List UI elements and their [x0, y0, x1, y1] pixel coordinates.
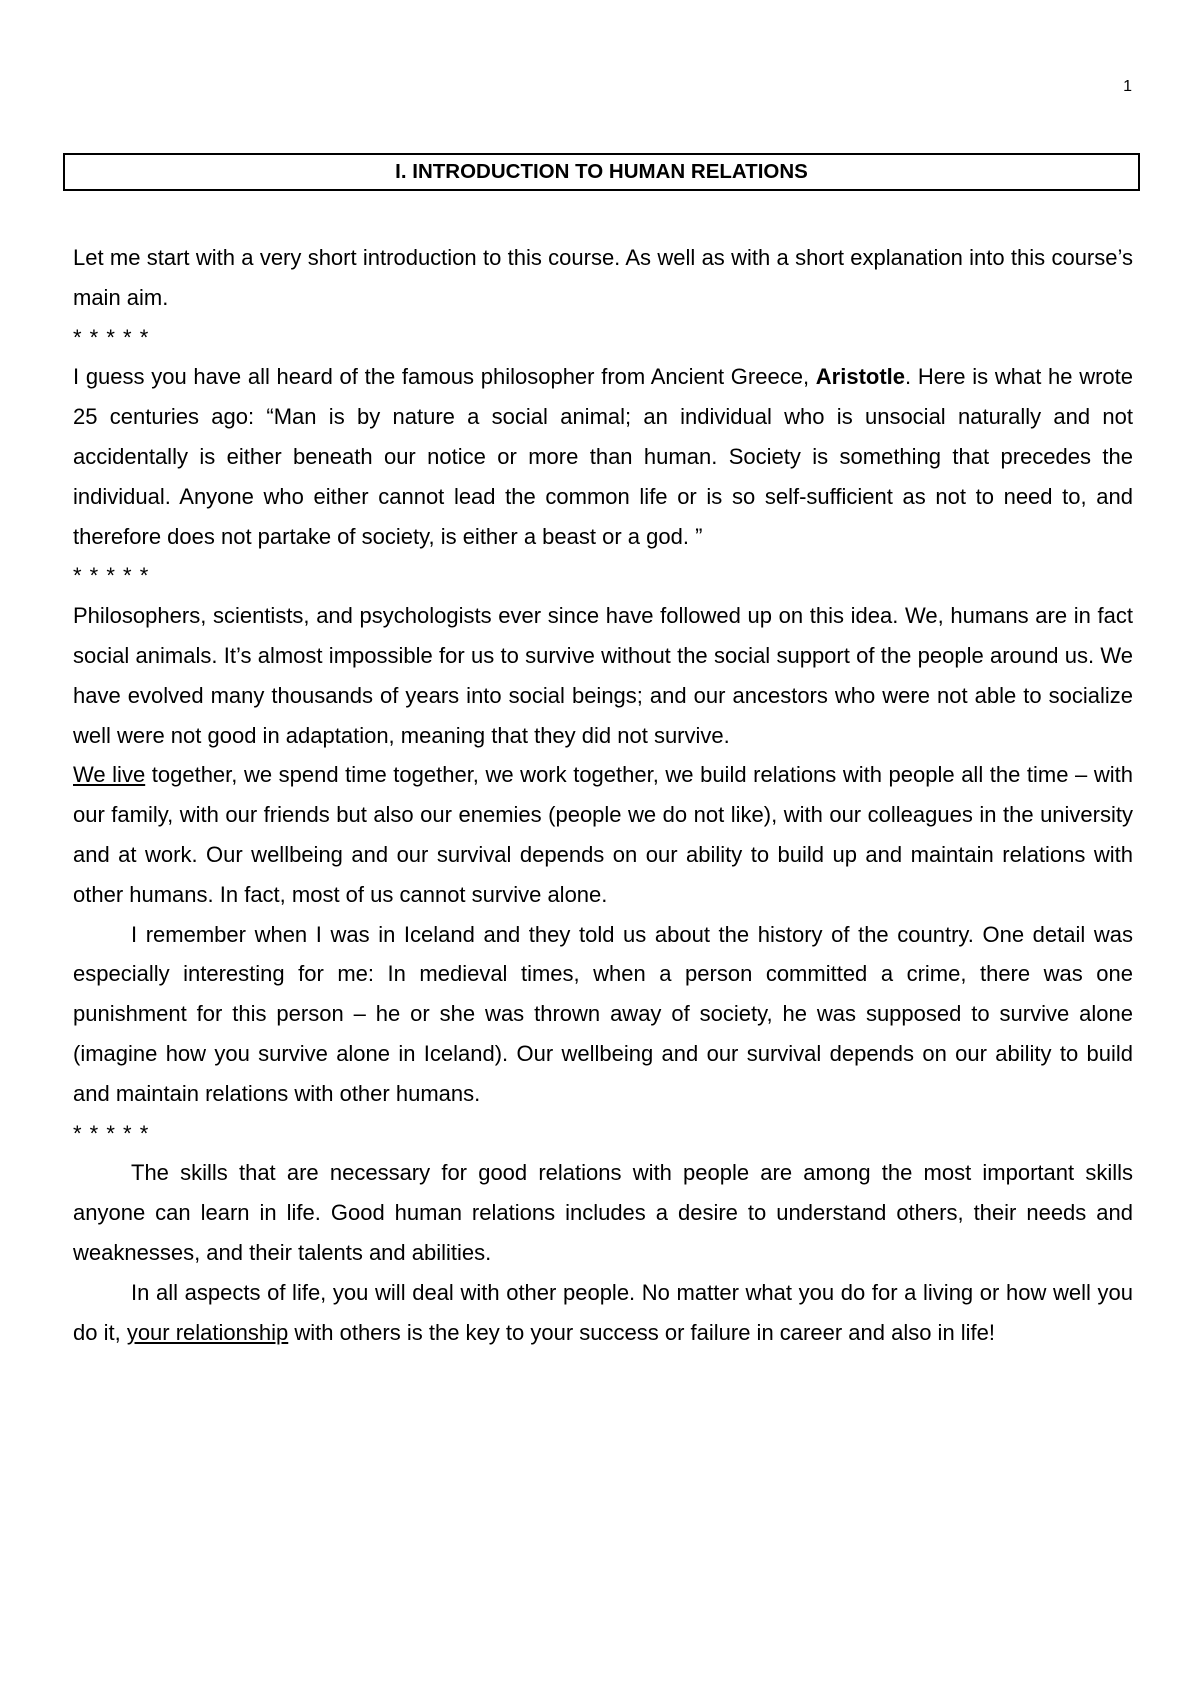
aspects-text-after: with others is the key to your success or failure in career and also in life! — [288, 1319, 996, 1345]
philosophers-paragraph: Philosophers, scientists, and psychologists ever since have followed up on this idea. We, humans are in fact social animals. It’s almost impossible for us to survive without the social support of the people around us. We have evolved many thousands of years into social beings; and our ancestors who were not able to socialize well were not good in adaptation, meaning that they did not survive. — [73, 603, 1133, 748]
aristotle-text-before: I guess you have all heard of the famous philosopher from Ancient Greece, — [73, 364, 816, 390]
we-live-underlined: We live — [73, 762, 146, 788]
we-live-paragraph — [73, 755, 1133, 914]
intro-paragraph: Let me start with a very short introduction to this course. As well as with a short explanation into this course’s main aim. — [73, 245, 1133, 310]
skills-paragraph: The skills that are necessary for good relations with people are among the most important skills anyone can learn in life. Good human relations includes a desire to understand others, their needs and weaknesses, and their talents and abilities. — [73, 1160, 1133, 1265]
document-body — [73, 238, 1133, 1352]
aspects-text-before: In all aspects of life, you will deal with other people. No matter what you do for a living or how well you do it, — [73, 1279, 1133, 1345]
section-separator: * * * * * — [73, 1120, 150, 1146]
aspects-paragraph — [73, 1273, 1133, 1353]
aristotle-paragraph — [73, 357, 1133, 556]
section-separator: * * * * * — [73, 324, 150, 350]
we-live-text: together, we spend time together, we work together, we build relations with people all the time – with our family, with our friends but also our enemies (people we do not like), with our colleagues in the university and at work. Our wellbeing and our survival depends on our ability to build up and maintain relations with other humans. In fact, most of us cannot survive alone. — [73, 762, 1133, 907]
page-number: 1 — [1123, 78, 1132, 95]
section-separator: * * * * * — [73, 563, 150, 589]
aristotle-name: Aristotle — [815, 364, 906, 390]
aristotle-quote: . Here is what he wrote 25 centuries ago: “Man is by nature a social animal; an individual who is unsocial naturally and not accidentally is either beneath our notice or more than human. Society is something that precedes the individual. Anyone who either cannot lead the common life or is so self-sufficient as not to need to, and therefore does not partake of society, is either a beast or a god. ” — [73, 364, 1134, 549]
relationship-underlined: your relationship — [126, 1319, 289, 1345]
iceland-paragraph: I remember when I was in Iceland and they told us about the history of the country. One detail was especially interesting for me: In medieval times, when a person committed a crime, there was one punishment for this person – he or she was thrown away of society, he was supposed to survive alone (imagine how you survive alone in Iceland). Our wellbeing and our survival depends on our ability to build and maintain relations with other humans. — [73, 921, 1133, 1106]
chapter-title: I. INTRODUCTION TO HUMAN RELATIONS — [63, 153, 1140, 191]
